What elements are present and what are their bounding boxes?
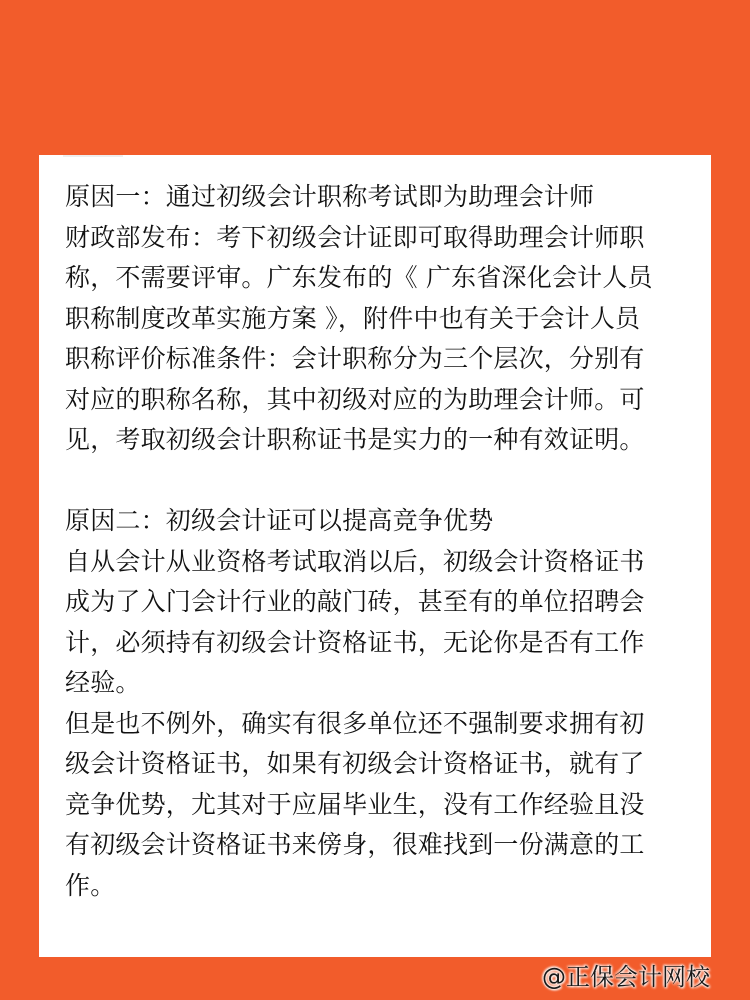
paragraph-line: 职称制度改革实施方案 》，附件中也有关于会计人员 [65, 303, 641, 333]
paragraph-line: 竞争优势，尤其对于应届毕业生，没有工作经验且没 [65, 789, 645, 819]
content-card [39, 155, 711, 957]
watermark-text: @正保会计网校 [542, 963, 710, 991]
paragraph-line: 级会计资格证书，如果有初级会计资格证书，就有了 [65, 749, 645, 778]
paragraph-line: 自从会计从业资格考试取消以后，初级会计资格证书 [65, 546, 645, 576]
paragraph-line: 成为了入门会计行业的敲门砖，甚至有的单位招聘会 [65, 587, 645, 616]
paragraph-line: 计，必须持有初级会计资格证书，无论你是否有工作 [65, 627, 645, 657]
reason-two-heading: 原因二：初级会计证可以提高竞争优势 [65, 506, 494, 535]
paragraph-line: 见，考取初级会计职称证书是实力的一种有效证明。 [65, 425, 645, 454]
paragraph-line: 但是也不例外，确实有很多单位还不强制要求拥有初 [65, 708, 645, 738]
card-top-mark [63, 155, 123, 157]
section-spacer [65, 461, 687, 502]
paragraph-line: 财政部发布：考下初级会计证即可取得助理会计师职 [65, 222, 645, 252]
section-reason-two [65, 501, 687, 906]
paragraph-line: 作。 [65, 870, 116, 900]
paragraph-line: 称，不需要评审。广东发布的《 广东省深化会计人员 [65, 263, 653, 292]
paragraph-line: 职称评价标准条件：会计职称分为三个层次，分别有 [65, 344, 645, 373]
paragraph-line: 经验。 [65, 668, 141, 697]
paragraph-line: 有初级会计资格证书来傍身，很难找到一份满意的工 [65, 830, 645, 859]
paragraph-line: 对应的职称名称，其中初级对应的为助理会计师。可 [65, 384, 645, 414]
reason-one-heading: 原因一：通过初级会计职称考试即为助理会计师 [65, 182, 595, 211]
section-reason-one [65, 177, 687, 461]
